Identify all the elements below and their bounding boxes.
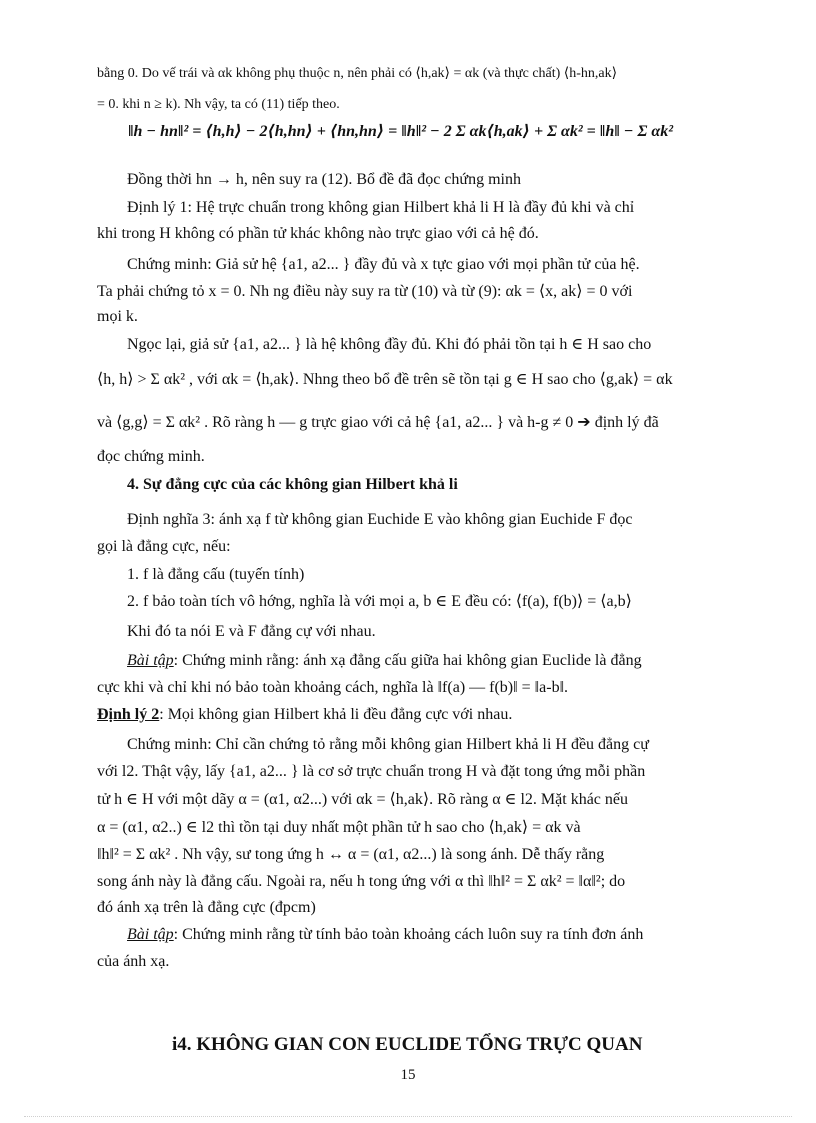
text-line: Chứng minh: Chỉ cần chứng tỏ rằng mỗi không gian Hilbert khả li H đều đẳng cự	[127, 736, 649, 753]
exercise-1	[127, 651, 759, 671]
text-line: 2. f bảo toàn tích vô hớng, nghĩa là với mọi a, b ∈ E đều có: ⟨f(a), f(b)⟩ = ⟨a,b⟩	[127, 593, 632, 610]
text-line: gọi là đẳng cực, nếu:	[97, 538, 231, 555]
text-line: α = (α1, α2..) ∈ l2 thì tồn tại duy nhất một phần tử h sao cho ⟨h,ak⟩ = αk và	[97, 819, 581, 836]
exercise-2	[127, 925, 759, 945]
text-line: đọc chứng minh.	[97, 448, 205, 465]
text-line: ⟨h, h⟩ > Σ αk² , với αk = ⟨h,ak⟩. Nhng theo bổ đề trên sẽ tồn tại g ∈ H sao cho ⟨g,ak⟩ = αk	[97, 371, 673, 388]
text-line: ‖h‖² = Σ αk² . Nh vậy, sư tong ứng h ↔ α = (α1, α2...) là song ánh. Dễ thấy rằng	[97, 846, 605, 863]
exercise-text: : Chứng minh rằng từ tính bảo toàn khoảng cách luôn suy ra tính đơn ánh	[173, 926, 644, 943]
exercise-text: : Chứng minh rằng: ánh xạ đẳng cấu giữa hai không gian Euclide là đẳng	[173, 652, 642, 669]
text-line: tử h ∈ H với một dãy α = (α1, α2...) với αk = ⟨h,ak⟩. Rõ ràng α ∈ l2. Mặt khác nếu	[97, 791, 628, 808]
text-line: khi trong H không có phần tử khác không nào trực giao với cả hệ đó.	[97, 225, 539, 242]
text-line: Khi đó ta nói E và F đẳng cự với nhau.	[127, 623, 376, 640]
theorem-2	[97, 705, 759, 725]
exercise-label: Bài tập	[127, 926, 174, 943]
theorem-label: Định lý 2	[97, 706, 160, 723]
text-line: với l2. Thật vậy, lấy {a1, a2... } là cơ sở trực chuẩn trong H và đặt tong ứng mỗi phần	[97, 763, 646, 780]
text-line: 1. f là đẳng cấu (tuyến tính)	[127, 566, 305, 583]
exercise-label: Bài tập	[127, 652, 174, 669]
text-line: đó ánh xạ trên là đẳng cực (đpcm)	[97, 899, 316, 916]
text-line: song ánh này là đẳng cấu. Ngoài ra, nếu h tong ứng với α thì ‖h‖² = Σ αk² = ‖α‖²; do	[97, 873, 626, 890]
text-line: Ngọc lại, giả sử {a1, a2... } là hệ không đầy đủ. Khi đó phải tồn tại h ∈ H sao cho	[127, 336, 652, 353]
text-line: = 0. khi n ≥ k). Nh vậy, ta có (11) tiếp theo.	[97, 97, 340, 112]
text-line: Chứng minh: Giả sử hệ {a1, a2... } đầy đủ và x tực giao với mọi phần tử của hệ.	[127, 256, 640, 273]
text-line: cực khi và chỉ khi nó bảo toàn khoảng cách, nghĩa là ‖f(a) — f(b)‖ = ‖a-b‖.	[97, 679, 569, 696]
equation: ‖h − hn‖² = ⟨h,h⟩ − 2⟨h,hn⟩ + ⟨hn,hn⟩ = ‖h‖² − 2 Σ αk⟨h,ak⟩ + Σ αk² = ‖h‖ − Σ αk²	[128, 123, 673, 140]
section-heading: 4. Sự đẳng cực của các không gian Hilbert khả li	[127, 476, 458, 493]
text-line: và ⟨g,g⟩ = Σ αk² . Rõ ràng h — g trực giao với cả hệ {a1, a2... } và h-g ≠ 0 ➔ định lý đã	[97, 414, 659, 431]
text-line: Định lý 1: Hệ trực chuẩn trong không gian Hilbert khả li H là đầy đủ khi và chỉ	[127, 199, 635, 216]
text-line: bằng 0. Do vế trái và αk không phụ thuộc n, nên phải có ⟨h,ak⟩ = αk (và thực chất) ⟨h-hn,ak⟩	[97, 66, 618, 81]
footer-divider	[24, 1116, 792, 1117]
theorem-text: : Mọi không gian Hilbert khả li đều đẳng cực với nhau.	[159, 706, 513, 723]
text-line: mọi k.	[97, 308, 138, 325]
text-line: Ta phải chứng tỏ x = 0. Nh ng điều này suy ra từ (10) và từ (9): αk = ⟨x, ak⟩ = 0 với	[97, 283, 633, 300]
page-number: 15	[400, 1067, 416, 1083]
text-line: của ánh xạ.	[97, 953, 170, 970]
text-line: Định nghĩa 3: ánh xạ f từ không gian Euchide E vào không gian Euchide F đọc	[127, 511, 633, 528]
section-title: i4. KHÔNG GIAN CON EUCLIDE TỔNG TRỰC QUAN	[172, 1034, 643, 1055]
text-line: Đồng thời hn → h, nên suy ra (12). Bổ đề đã đọc chứng minh	[127, 171, 521, 188]
